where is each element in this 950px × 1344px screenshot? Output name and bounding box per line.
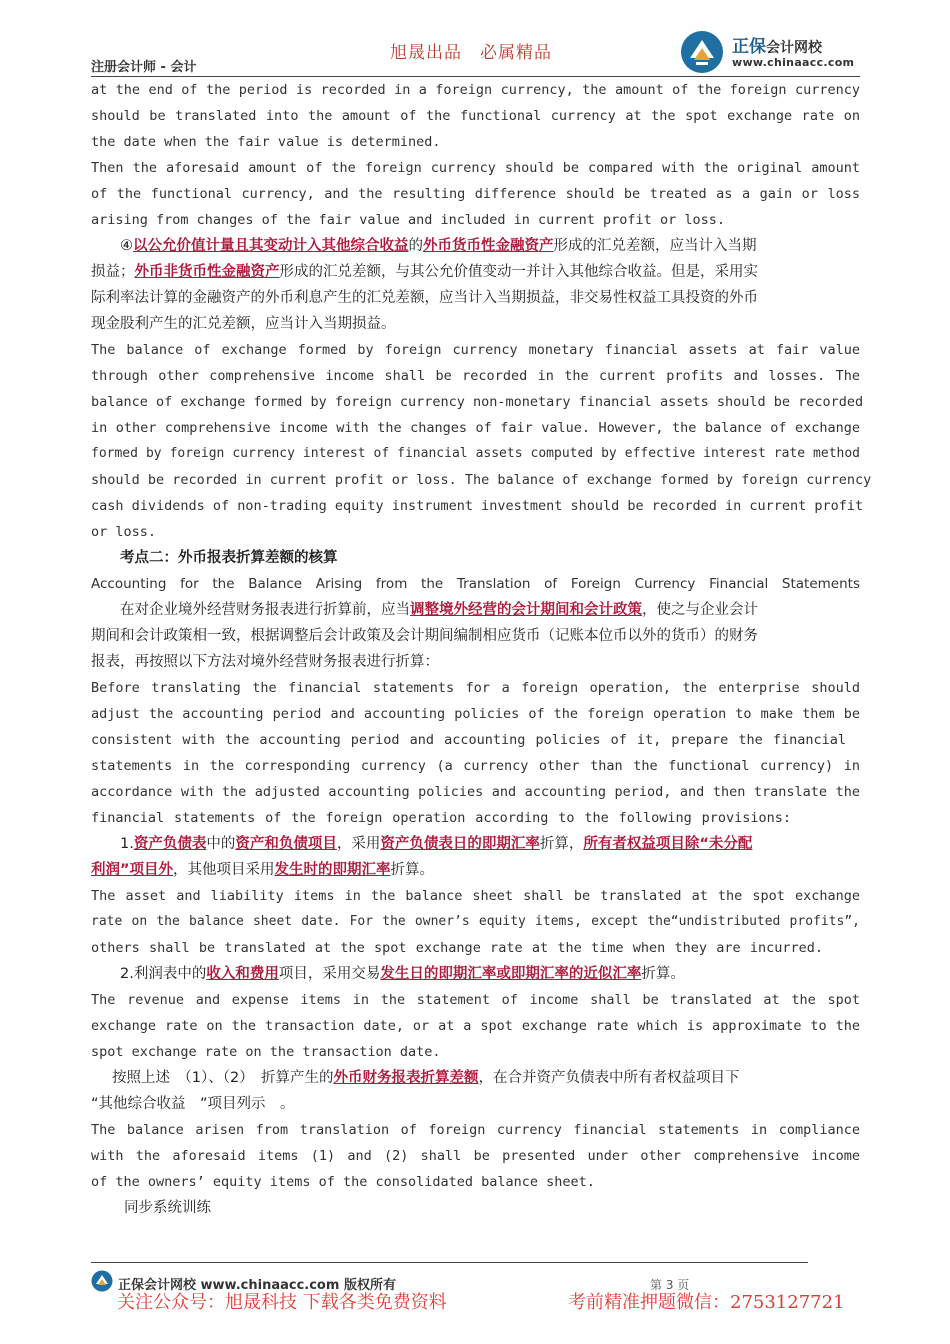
text-line-zh: “其他综合收益 ”项目列示 。	[91, 1096, 295, 1112]
text-line: or loss.	[91, 524, 157, 540]
key-term: 外币货币性金融资产	[423, 238, 554, 254]
text-line: formed by foreign currency interest of financial assets computed by effective interest rate method	[91, 446, 860, 461]
section-title: 考点二：外币报表折算差额的核算	[120, 550, 338, 566]
text-line-zh: 期间和会计政策相一致，根据调整后会计政策及会计期间编制相应货币（记账本位币以外的货币）的财务	[91, 628, 758, 644]
text-line: consistent with the accounting period and accounting policies of it, prepare the financial	[91, 732, 846, 748]
header-subject: 注册会计师 - 会计	[91, 60, 197, 75]
text-line: of the owners’ equity items of the consolidated balance sheet.	[91, 1174, 595, 1190]
text-line: Before translating the financial statements for a foreign operation, the enterprise should	[91, 680, 860, 696]
text-line-zh: 现金股利产生的汇兑差额，应当计入当期损益。	[91, 316, 396, 332]
text-line-zh: 在对企业境外经营财务报表进行折算前，应当调整境外经营的会计期间和会计政策，使之与企业会计	[120, 602, 758, 618]
header-slogan: 旭晟出品 必属精品	[390, 43, 552, 63]
section-title-en: Accounting for the Balance Arising from the Translation of Foreign Currency Financial Statements	[91, 576, 860, 592]
text-line-zh: 际利率法计算的金融资产的外币利息产生的汇兑差额，应当计入当期损益，非交易性权益工具投资的外币	[91, 290, 758, 306]
text-line: statements in the corresponding currency (a currency other than the functional currency) in	[91, 758, 860, 774]
text-line: adjust the accounting period and accounting policies of the foreign operation to make them be	[91, 706, 860, 722]
text-line: accordance with the adjusted accounting policies and accounting period, and then translate the	[91, 784, 860, 800]
brand-logo-url: www.chinaacc.com	[732, 56, 855, 69]
key-term: 发生日的即期汇率或即期汇率的近似汇率	[380, 966, 642, 982]
text-line: The revenue and expense items in the statement of income shall be translated at the spot	[91, 992, 860, 1008]
key-term: 调整境外经营的会计期间和会计政策	[410, 602, 642, 618]
text-line: others shall be translated at the spot exchange rate at the time when they are incurred.	[91, 940, 823, 956]
text-line: financial statements of the foreign operation according to the following provisions:	[91, 810, 791, 826]
key-term: 资产负债表日的即期汇率	[380, 836, 540, 852]
footer-divider	[91, 1262, 808, 1263]
text-line-zh: 利润”项目外，其他项目采用发生时的即期汇率折算。	[91, 862, 435, 878]
text-line: with the aforesaid items (1) and (2) shall be presented under other comprehensive income	[91, 1148, 860, 1164]
key-term: 所有者权益项目除“未分配	[583, 836, 753, 852]
text-line: in other comprehensive income with the changes of fair value. However, the balance of exchange	[91, 420, 860, 436]
brand-logo-icon	[680, 30, 724, 74]
text-line: The asset and liability items in the balance sheet shall be translated at the spot exchange	[91, 888, 860, 904]
text-line-zh: 按照上述 （1）、（2） 折算产生的外币财务报表折算差额，在合并资产负债表中所有者权益项目下	[112, 1070, 740, 1086]
text-line-zh: 1.资产负债表中的资产和负债项目，采用资产负债表日的即期汇率折算，所有者权益项目除“未分配	[120, 836, 753, 852]
text-line-zh: 报表，再按照以下方法对境外经营财务报表进行折算：	[91, 654, 439, 670]
key-term: 外币非货币性金融资产	[134, 264, 280, 280]
text-line: should be recorded in current profit or loss. The balance of exchange formed by foreign currency	[91, 472, 872, 488]
key-term: 收入和费用	[206, 966, 279, 982]
text-line: cash dividends of non-trading equity instrument investment should be recorded in current profit	[91, 498, 864, 514]
footer-promo-wechat-account: 关注公众号：旭晟科技 下载各类免费资料	[117, 1292, 447, 1313]
text-line: Then the aforesaid amount of the foreign currency should be compared with the original amount	[91, 160, 860, 176]
key-term: 资产和负债项目	[235, 836, 337, 852]
exercise-heading: 同步系统训练	[124, 1200, 211, 1216]
text-line: exchange rate on the transaction date, or at a spot exchange rate which is approximate to the	[91, 1018, 860, 1034]
text-line: through other comprehensive income shall be recorded in the current profits and losses. The	[91, 368, 860, 384]
key-term: 以公允价值计量且其变动计入其他综合收益	[133, 238, 409, 254]
text-line: arising from changes of the fair value and included in current profit or loss.	[91, 212, 725, 228]
text-line-zh: 损益；外币非货币性金融资产形成的汇兑差额，与其公允价值变动一并计入其他综合收益。但是，采用实	[91, 264, 758, 280]
text-line: at the end of the period is recorded in a foreign currency, the amount of the foreign currency	[91, 82, 860, 98]
brand-logo-text: 正保会计网校	[732, 37, 822, 57]
text-line: The balance arisen from translation of foreign currency financial statements in compliance	[91, 1122, 860, 1138]
footer-logo-icon	[91, 1270, 113, 1292]
text-line: the date when the fair value is determined.	[91, 134, 441, 150]
key-term: 外币财务报表折算差额	[333, 1070, 479, 1086]
footer-promo-contact: 考前精准押题微信：2753127721	[568, 1292, 845, 1313]
key-term: 资产负债表	[133, 836, 207, 852]
text-line: The balance of exchange formed by foreign currency monetary financial assets at fair value	[91, 342, 860, 358]
text-line: spot exchange rate on the transaction date.	[91, 1044, 441, 1060]
page-number: 第 3 页	[650, 1278, 690, 1292]
brand-logo[interactable]	[680, 28, 860, 76]
text-line: rate on the balance sheet date. For the owner’s equity items, except the“undistributed profits”,	[91, 914, 860, 929]
text-line: of the functional currency, and the resulting difference should be treated as a gain or loss	[91, 186, 860, 202]
text-line: balance of exchange formed by foreign currency non-monetary financial assets should be recorded	[91, 394, 864, 410]
text-line-zh: 2.利润表中的收入和费用项目，采用交易发生日的即期汇率或即期汇率的近似汇率折算。	[120, 966, 685, 982]
key-term: 利润”项目外	[91, 862, 174, 878]
text-line: should be translated into the amount of the functional currency at the spot exchange rate on	[91, 108, 860, 124]
footer-copyright: 正保会计网校 www.chinaacc.com 版权所有	[118, 1278, 396, 1293]
key-term: 发生时的即期汇率	[274, 862, 391, 878]
text-line-zh: ④以公允价值计量且其变动计入其他综合收益的外币货币性金融资产形成的汇兑差额，应当计入当期	[120, 238, 757, 254]
